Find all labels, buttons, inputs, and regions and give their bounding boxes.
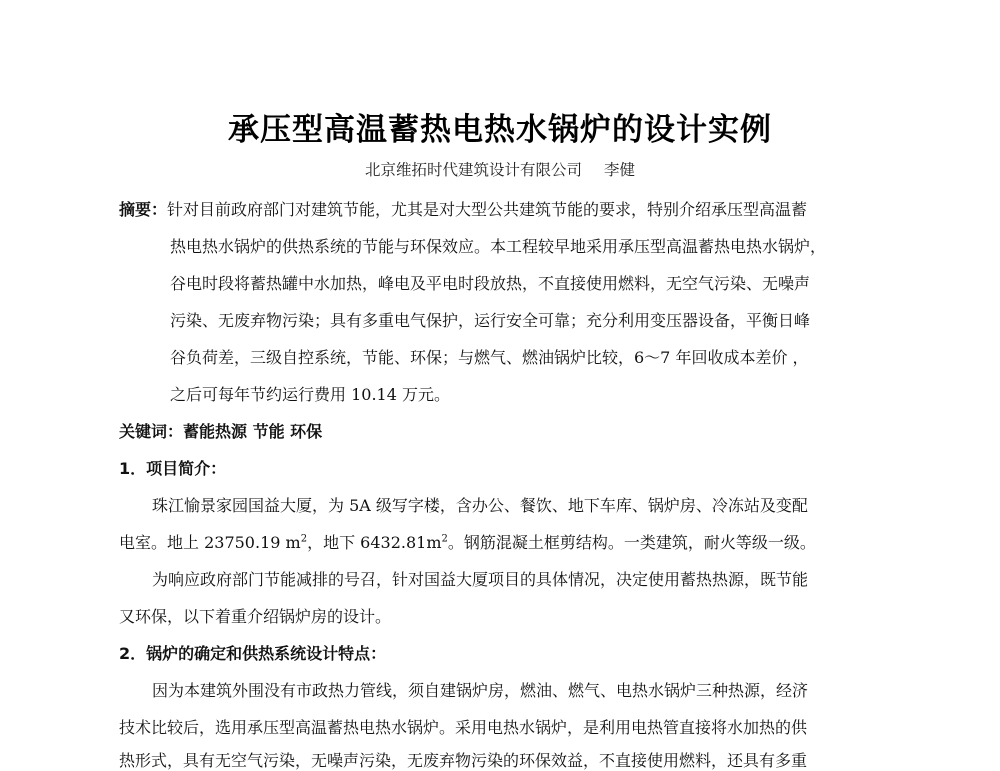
affiliation: 北京维拓时代建筑设计有限公司	[364, 161, 582, 179]
section-1-heading: 1．项目简介：	[119, 459, 227, 478]
section-2-line-1: 因为本建筑外围没有市政热力管线，须自建锅炉房，燃油、燃气、电热水锅炉三种热源，经济	[152, 681, 809, 700]
section-1-p1-line-2	[119, 530, 816, 553]
superscript-2: 2	[441, 533, 448, 545]
section-1-p2-line-1: 为响应政府部门节能减排的号召，针对国益大厦项目的具体情况，决定使用蓄热热源，既节能	[152, 570, 809, 589]
structure-text: 。钢筋混凝土框剪结构。一类建筑，耐火等级一级。	[447, 533, 816, 552]
superscript-2: 2	[300, 533, 308, 545]
byline	[0, 158, 1000, 180]
section-1-p2-line-2: 又环保，以下着重介绍锅炉房的设计。	[119, 607, 392, 626]
section-2-line-2: 技术比较后，选用承压型高温蓄热电热水锅炉。采用电热水锅炉，是利用电热管直接将水加热的供	[119, 718, 808, 737]
abstract-line-2: 热电热水锅炉的供热系统的节能与环保效应。本工程较早地采用承压型高温蓄热电热水锅炉，	[170, 237, 827, 256]
section-2-heading: 2．锅炉的确定和供热系统设计特点：	[119, 644, 387, 663]
area-below-ground: ，地下 6432.81m	[307, 533, 442, 552]
area-above-ground: 电室。地上 23750.19 m	[119, 533, 301, 552]
author-name: 李健	[604, 161, 636, 179]
abstract-line-3: 谷电时段将蓄热罐中水加热，峰电及平电时段放热，不直接使用燃料，无空气污染、无噪声	[170, 274, 811, 293]
section-1-p1-line-1: 珠江愉景家园国益大厦，为 5A 级写字楼，含办公、餐饮、地下车库、锅炉房、冷冻站及变配	[152, 496, 808, 515]
abstract-text: 针对目前政府部门对建筑节能，尤其是对大型公共建筑节能的要求，特别介绍承压型高温蓄	[167, 200, 808, 219]
abstract-line-4: 污染、无废弃物污染；具有多重电气保护，运行安全可靠；充分利用变压器设备，平衡日峰	[170, 311, 811, 330]
abstract-line-6: 之后可每年节约运行费用 10.14 万元。	[170, 385, 450, 404]
section-2-line-3: 热形式，具有无空气污染，无噪声污染，无废弃物污染的环保效益，不直接使用燃料，还具有多重	[119, 751, 808, 770]
abstract-line-1	[119, 197, 807, 220]
abstract-line-5: 谷负荷差，三级自控系统，节能、环保；与燃气、燃油锅炉比较，6～7 年回收成本差价 ，	[170, 348, 809, 367]
paper-title: 承压型高温蓄热电热水锅炉的设计实例	[228, 112, 772, 148]
keywords: 关键词：蓄能热源 节能 环保	[119, 422, 323, 441]
abstract-label: 摘要：	[119, 200, 168, 219]
